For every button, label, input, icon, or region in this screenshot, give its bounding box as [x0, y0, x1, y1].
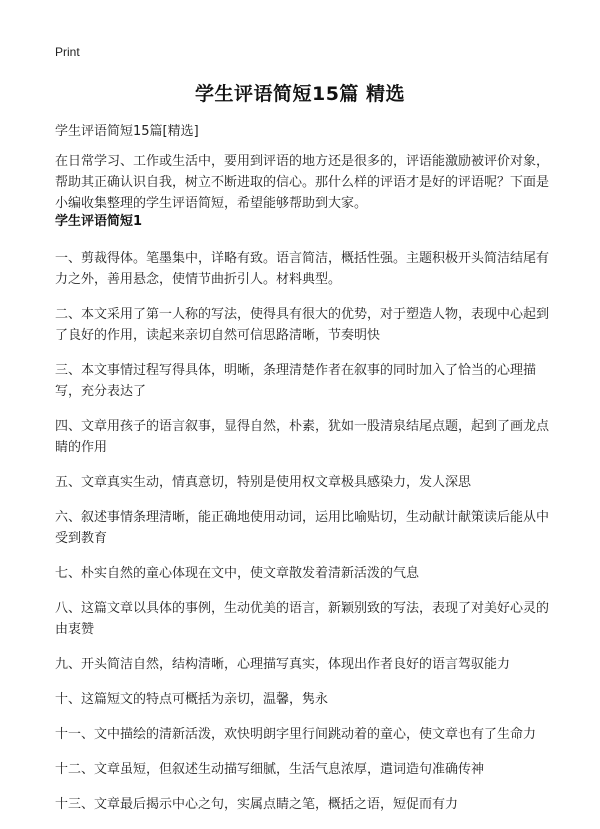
comment-item: 八、这篇文章以具体的事例，生动优美的语言，新颖别致的写法，表现了对美好心灵的由衷赞 [55, 601, 550, 637]
comment-list [55, 248, 550, 829]
print-link[interactable]: Print [55, 45, 80, 59]
comment-item: 七、朴实自然的童心体现在文中，使文章散发着清新活泼的气息 [55, 566, 420, 581]
comment-item: 三、本文事情过程写得具体，明晰，条理清楚作者在叙事的同时加入了恰当的心理描写，充分表达了 [55, 363, 537, 399]
comment-item: 一、剪裁得体。笔墨集中，详略有致。语言简洁，概括性强。主题积极开头简洁结尾有力之外，善用悬念，使情节曲折引人。材料典型。 [55, 251, 550, 287]
comment-item: 十二、文章虽短，但叙述生动描写细腻，生活气息浓厚，遣词造句准确传神 [55, 762, 485, 777]
comment-item: 四、文章用孩子的语言叙事，显得自然，朴素，犹如一股清泉结尾点题，起到了画龙点睛的作用 [55, 419, 550, 455]
comment-item: 十三、文章最后揭示中心之句，实属点睛之笔，概括之语，短促而有力 [55, 797, 459, 812]
section-heading: 学生评语简短1 [55, 214, 143, 229]
comment-item: 五、文章真实生动，情真意切，特别是使用权文章极具感染力，发人深思 [55, 475, 472, 490]
comment-item: 九、开头简洁自然，结构清晰，心理描写真实，体现出作者良好的语言驾驭能力 [55, 657, 511, 672]
intro-paragraph: 在日常学习、工作或生活中，要用到评语的地方还是很多的，评语能激励被评价对象，帮助其正确认识自我，树立不断进取的信心。那什么样的评语才是好的评语呢？下面是小编收集整理的学生评语简短，希望能够帮助到大家。 [55, 154, 550, 211]
comment-item: 十、这篇短文的特点可概括为亲切，温馨，隽永 [55, 692, 329, 707]
comment-item: 十一、文中描绘的清新活泼，欢快明朗字里行间跳动着的童心，使文章也有了生命力 [55, 727, 537, 742]
page-title: 学生评语简短15篇 精选 [194, 83, 406, 105]
comment-item: 六、叙述事情条理清晰，能正确地使用动词，运用比喻贴切，生动献计献策读后能从中受到教育 [55, 510, 550, 546]
comment-item: 二、本文采用了第一人称的写法，使得具有很大的优势，对于塑造人物，表现中心起到了良好的作用，读起来亲切自然可信思路清晰，节奏明快 [55, 307, 550, 343]
document-subtitle: 学生评语简短15篇[精选] [55, 124, 199, 139]
